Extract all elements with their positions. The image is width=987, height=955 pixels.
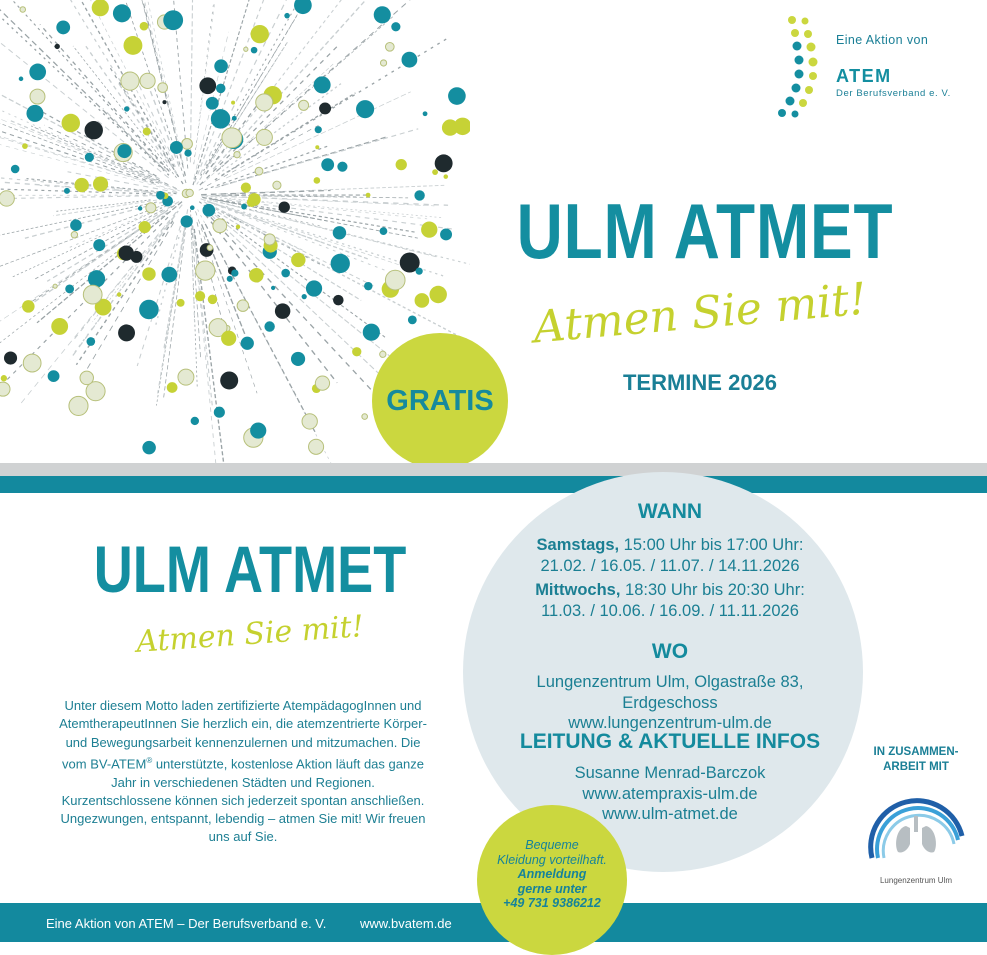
burst-dot [181,215,193,227]
burst-dot [184,149,191,156]
burst-dot [414,190,424,200]
wo-heading: WO [495,640,845,664]
burst-dot [291,253,305,267]
burst-dot [22,300,35,313]
burst-dot [448,87,466,105]
burst-dot [216,84,226,94]
burst-dot [20,7,26,13]
wo-url: www.lungenzentrum-ulm.de [495,713,845,734]
burst-dot [440,228,452,240]
burst-dot [19,77,24,82]
wednesday-time: 18:30 Uhr bis 20:30 Uhr: [620,581,804,599]
intro-text-b: unterstützte, kostenlose Aktion läuft das ganze Jahr in verschiedenen Städten und Regionen. Kurzentschlossene können sich jederzeit spontan anschließen. Ungezwungen, entspannt, lebendig – atmen Sie mit! Wir freuen uns auf Sie. [61,756,426,844]
burst-dot [264,234,275,245]
gratis-badge [372,333,508,469]
burst-dot [75,178,89,192]
burst-dot [139,300,159,320]
burst-ray [164,225,185,350]
burst-dot [53,284,57,288]
burst-dot [199,77,216,94]
burst-dot [356,100,374,118]
partner-name: Lungenzentrum Ulm [858,876,974,885]
burst-dot [299,100,309,110]
burst-dot [255,167,263,175]
burst-dot [391,22,400,31]
burst-dot [214,59,228,73]
burst-dot [207,245,213,251]
burst-dot [119,245,134,260]
anmeldung-text [480,838,624,911]
burst-dot [142,441,155,454]
burst-dot [71,232,77,238]
burst-dot [315,145,319,149]
gratis-label: GRATIS [386,385,493,418]
burst-dot [213,219,227,233]
burst-dot [421,222,437,238]
badge-line-3: Anmeldung [518,867,587,881]
hero-title: ULM ATMET [512,192,897,270]
leitung-url-2: www.ulm-atmet.de [495,804,845,825]
burst-dot [294,0,312,14]
burst-dot [211,109,230,128]
burst-dot [182,139,193,150]
burst-dot [264,321,274,331]
wann-section [495,500,845,524]
burst-dot [214,407,225,418]
burst-dot [85,121,103,139]
burst-dot [162,100,166,104]
logo-atem-text: ATEM [836,66,892,87]
burst-dot [51,318,68,335]
burst-dot [191,417,199,425]
partner-heading-line-2: ARBEIT MIT [862,760,970,775]
burst-ray [0,195,165,199]
burst-ray [199,202,386,338]
burst-dot [80,371,94,385]
burst-dot [30,89,45,104]
burst-dot [118,324,135,341]
logo-aktion-text: Eine Aktion von [836,33,928,47]
burst-dot [284,13,290,19]
burst-dot [363,324,380,341]
burst-dot [64,188,70,194]
burst-dot [11,165,20,174]
burst-ray [190,0,193,162]
burst-dot [314,76,331,93]
footer-url: www.bvatem.de [360,916,452,931]
burst-dot [170,141,183,154]
burst-dot [140,22,149,31]
badge-line-2: Kleidung vorteilhaft. [480,853,624,868]
burst-dot [195,291,205,301]
burst-dot [396,159,407,170]
burst-dot [139,221,151,233]
burst-dot [69,396,88,415]
wo-details [495,672,845,734]
partner-heading [862,745,970,775]
burst-dot [423,111,428,116]
burst-dot [93,176,108,191]
badge-line-1: Bequeme [480,838,624,853]
burst-dot [380,351,386,357]
burst-dot [352,347,361,356]
burst-dot [416,268,423,275]
burst-dot [4,351,17,364]
burst-ray [211,217,394,413]
lungenzentrum-logo-icon [862,788,972,868]
burst-dot [121,72,139,90]
burst-ray [32,106,156,176]
burst-dot [124,106,129,111]
burst-ray [226,92,411,178]
burst-dot [364,282,372,290]
burst-dot [167,382,178,393]
burst-dot [0,191,14,206]
burst-ray [0,205,165,282]
burst-ray [202,197,327,221]
burst-dot [23,354,41,372]
burst-dot [56,21,70,35]
teal-band [0,476,987,493]
burst-dot [117,144,131,158]
burst-dot [275,303,290,318]
burst-dot [0,382,10,396]
burst-dot [291,352,305,366]
burst-dot [138,206,142,210]
burst-dot [408,315,417,324]
burst-dot [321,158,334,171]
intro-text-a: Unter diesem Motto laden zertifizierte AtempädagogInnen und AtemtherapeutInnen Sie herzlich ein, die atemzentrierte Körper- und Bewegungsarbeit kennenzulernen und mitzumachen. Die vom BV-ATEM [59,698,427,771]
termine-heading: TERMINE 2026 [590,370,810,396]
burst-dot [124,36,143,55]
burst-dot [48,370,60,382]
burst-dot [302,294,307,299]
burst-dot [236,225,240,229]
burst-dot [249,268,264,283]
burst-dot [444,174,449,179]
burst-dot [256,94,273,111]
burst-dot [314,177,321,184]
wann-heading: WANN [495,500,845,524]
burst-dot [221,331,236,346]
burst-dot [331,254,350,273]
burst-dot [163,10,183,30]
burst-dot [227,276,233,282]
burst-dot [333,226,346,239]
burst-dot [190,205,195,210]
burst-dot [26,105,43,122]
burst-dot [177,299,185,307]
burst-dot [86,337,95,346]
logo-subtitle: Der Berufsverband e. V. [836,88,951,99]
burst-dot [241,204,247,210]
burst-dot [161,267,177,283]
leitung-url-1: www.atempraxis-ulm.de [495,784,845,805]
saturday-label: Samstags, [537,536,620,554]
burst-dot [366,193,371,198]
wednesday-label: Mittwochs, [535,581,620,599]
burst-dot [65,284,74,293]
burst-dot [29,64,46,81]
burst-dot [302,414,317,429]
burst-dot [281,269,290,278]
burst-dot [251,25,269,43]
burst-dot [140,73,155,88]
burst-ray [0,26,169,178]
badge-line-4: gerne unter [518,882,587,896]
wann-details [495,535,845,621]
burst-dot [206,97,219,110]
burst-dot [146,203,156,213]
burst-dot [273,181,281,189]
burst-dot [202,204,215,217]
burst-dot [402,52,418,68]
leitung-section [495,730,845,754]
burst-dot [237,300,249,312]
leitung-name: Susanne Menrad-Barczok [495,763,845,784]
section-slogan: Atmen Sie mit! [99,607,401,663]
saturday-dates: 21.02. / 16.05. / 11.07. / 14.11.2026 [495,556,845,577]
burst-dot [435,154,453,172]
burst-dot [315,376,329,390]
burst-dot [271,286,275,290]
burst-dot [22,143,28,149]
partner-heading-line-1: IN ZUSAMMEN- [862,745,970,760]
burst-dot [156,191,165,200]
burst-dot [319,102,331,114]
burst-dot [315,126,322,133]
wednesday-dates: 11.03. / 10.06. / 16.09. / 11.11.2026 [495,601,845,622]
burst-dot [231,101,235,105]
burst-dot [415,293,430,308]
burst-dot [432,169,438,175]
burst-dot [309,439,324,454]
burst-dot [234,151,240,157]
burst-dot [241,183,251,193]
burst-dot [256,129,272,145]
burst-dot [231,269,238,276]
burst-dot [93,239,105,251]
burst-dot [374,6,391,23]
footer-text: Eine Aktion von ATEM – Der Berufsverband e. V. [46,916,326,931]
burst-dot [55,44,60,49]
burst-dot [142,267,155,280]
burst-dot [429,286,446,303]
burst-dot [250,422,266,438]
burst-dot [337,162,347,172]
burst-dot [241,337,254,350]
burst-dot [92,0,109,16]
burst-dot [306,280,322,296]
burst-dot [70,219,82,231]
burst-dot [85,153,94,162]
leitung-heading: LEITUNG & AKTUELLE INFOS [495,730,845,754]
badge-phone: +49 731 9386212 [503,896,601,910]
burst-dot [113,4,131,22]
burst-dot [178,369,194,385]
burst-dot [208,295,218,305]
burst-dot [196,261,215,280]
burst-dot [244,47,248,51]
burst-dot [248,193,261,206]
burst-dot [380,227,388,235]
burst-dot [1,375,7,381]
burst-dot [62,114,80,132]
registered-mark: ® [146,756,152,765]
wo-section [495,640,845,664]
burst-dot [158,83,168,93]
burst-dot [333,295,344,306]
burst-dot [117,292,121,296]
section-title: ULM ATMET [78,536,422,602]
burst-dot [220,371,238,389]
hero-slogan: Atmen Sie mit! [499,271,902,357]
intro-paragraph [58,697,428,847]
burst-dot [222,128,242,148]
burst-dot [88,270,105,287]
burst-dot [186,189,193,196]
burst-dot [380,60,386,66]
saturday-time: 15:00 Uhr bis 17:00 Uhr: [619,536,803,554]
burst-dot [83,285,102,304]
burst-dot [143,127,151,135]
burst-dot [251,47,258,54]
burst-dot [385,270,405,290]
burst-ray [194,232,212,405]
burst-dot [362,414,368,420]
wo-address: Lungenzentrum Ulm, Olgastraße 83, Erdgeschoss [495,672,845,713]
burst-dot [279,201,290,212]
divider-strip [0,463,987,476]
burst-dot [232,116,237,121]
burst-dot [385,42,394,51]
